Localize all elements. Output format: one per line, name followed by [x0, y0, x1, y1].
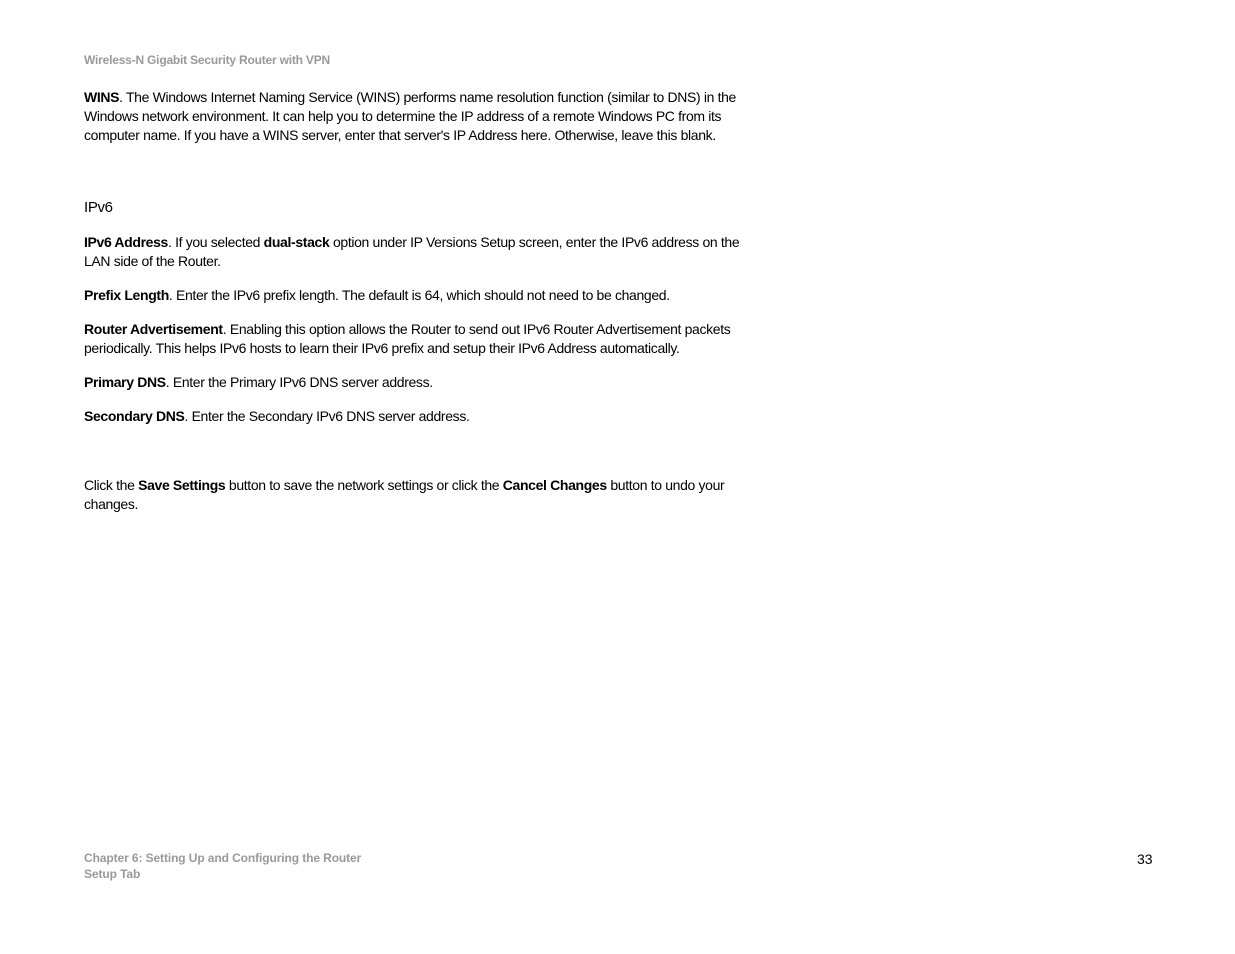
primary-dns-paragraph — [84, 373, 764, 392]
closing-text-2: button to save the network settings or click the — [225, 477, 503, 493]
prefix-length-paragraph — [84, 286, 764, 305]
router-advertisement-description: . Enabling this option allows the Router to send out IPv6 Router Advertisement packets periodically. This helps IPv6 hosts to learn their IPv6 prefix and setup their IPv6 Address automatically. — [84, 321, 731, 356]
prefix-length-term: Prefix Length — [84, 287, 169, 303]
wins-description: . The Windows Internet Naming Service (WINS) performs name resolution function (similar to DNS) in the Windows network environment. It can help you to determine the IP address of a remote Windows PC from its computer name. If you have a WINS server, enter that server's IP Address here. Otherwise, leave this blank. — [84, 89, 736, 143]
ipv6-address-paragraph — [84, 233, 764, 271]
secondary-dns-paragraph — [84, 407, 764, 426]
closing-text-1: Click the — [84, 477, 139, 493]
closing-text-3: button to undo your changes. — [84, 477, 725, 512]
running-footer — [84, 850, 361, 882]
router-advertisement-paragraph — [84, 320, 764, 358]
footer-chapter: Chapter 6: Setting Up and Configuring the Router — [84, 851, 362, 865]
save-settings-reference: Save Settings — [138, 477, 226, 493]
cancel-changes-reference: Cancel Changes — [502, 477, 607, 493]
closing-paragraph — [84, 476, 764, 514]
dual-stack-emphasis: dual-stack — [263, 234, 330, 250]
primary-dns-description: . Enter the Primary IPv6 DNS server address. — [165, 374, 433, 390]
primary-dns-term: Primary DNS — [84, 374, 166, 390]
secondary-dns-description: . Enter the Secondary IPv6 DNS server address. — [184, 408, 470, 424]
secondary-dns-term: Secondary DNS — [84, 408, 185, 424]
running-header: Wireless-N Gigabit Security Router with VPN — [84, 53, 331, 67]
footer-section: Setup Tab — [84, 867, 141, 881]
ipv6-address-text-2: option under IP Versions Setup screen, enter the IPv6 address on the LAN side of the Router. — [84, 234, 740, 269]
router-advertisement-term: Router Advertisement — [84, 321, 223, 337]
page-body — [84, 88, 764, 529]
wins-paragraph — [84, 88, 764, 145]
wins-term: WINS — [84, 89, 120, 105]
page-number: 33 — [1137, 851, 1153, 867]
ipv6-address-term: IPv6 Address — [84, 234, 168, 250]
prefix-length-description: . Enter the IPv6 prefix length. The default is 64, which should not need to be changed. — [168, 287, 670, 303]
ipv6-section-heading: IPv6 — [84, 199, 113, 216]
ipv6-address-text-1: . If you selected — [168, 234, 264, 250]
